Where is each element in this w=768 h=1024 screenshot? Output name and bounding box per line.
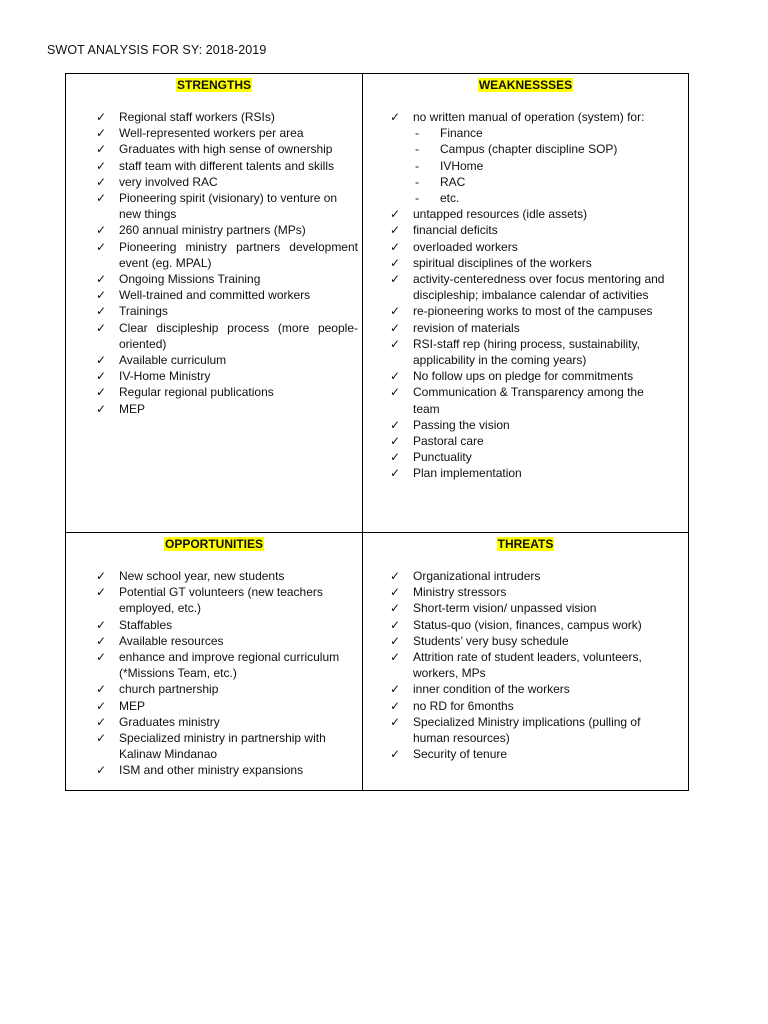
check-icon: ✓ xyxy=(390,466,401,481)
dash-icon: - xyxy=(415,191,419,206)
list-item: ✓ Well-represented workers per area xyxy=(96,126,304,141)
sub-list-item: - Campus (chapter discipline SOP) xyxy=(415,142,618,157)
strengths-list xyxy=(96,109,358,417)
check-icon: ✓ xyxy=(96,569,107,583)
list-item: ✓ RSI-staff rep (hiring process, sustainability, applicability in the coming years) xyxy=(390,336,640,368)
sub-list-item: - etc. xyxy=(415,191,460,206)
sub-list-item: - IVHome xyxy=(415,158,484,173)
list-item: ✓ ISM and other ministry expansions xyxy=(96,763,304,778)
dash-icon: - xyxy=(415,174,419,189)
check-icon: ✓ xyxy=(390,585,401,600)
sub-list-item: - Finance xyxy=(415,126,483,141)
list-item: ✓ Specialized Ministry implications (pulling of human resources) xyxy=(390,714,641,746)
dash-icon: - xyxy=(415,158,419,173)
weaknesses-heading: WEAKNESSSES xyxy=(478,78,573,92)
list-item: ✓ no RD for 6months xyxy=(390,698,514,713)
strengths-heading: STRENGTHS xyxy=(176,78,251,92)
opportunities-heading: OPPORTUNITIES xyxy=(164,537,263,551)
document-title: SWOT ANALYSIS FOR SY: 2018-2019 xyxy=(47,43,267,57)
check-icon: ✓ xyxy=(390,207,401,222)
check-icon: ✓ xyxy=(96,158,107,173)
list-item: ✓ financial deficits xyxy=(390,223,498,238)
list-item: ✓ Pioneering ministry partners development event (eg. MPAL) xyxy=(96,239,358,270)
list-item: ✓ Regular regional publications xyxy=(96,385,274,400)
check-icon: ✓ xyxy=(96,401,107,416)
check-icon: ✓ xyxy=(390,434,401,449)
threats-quadrant xyxy=(363,533,688,790)
list-item: ✓ overloaded workers xyxy=(390,239,518,254)
check-icon: ✓ xyxy=(96,682,107,697)
check-icon: ✓ xyxy=(96,633,107,648)
list-item: ✓ Plan implementation xyxy=(390,466,522,481)
check-icon: ✓ xyxy=(96,223,107,238)
check-icon: ✓ xyxy=(390,682,401,697)
weaknesses-heading-row xyxy=(363,74,688,96)
check-icon: ✓ xyxy=(390,747,401,762)
check-icon: ✓ xyxy=(96,369,107,384)
check-icon: ✓ xyxy=(96,191,107,206)
check-icon: ✓ xyxy=(96,731,107,746)
list-item: ✓ Available curriculum xyxy=(96,353,227,368)
check-icon: ✓ xyxy=(96,142,107,157)
list-item: ✓ 260 annual ministry partners (MPs) xyxy=(96,223,306,238)
strengths-heading-row xyxy=(66,74,362,96)
list-item: ✓ spiritual disciplines of the workers xyxy=(390,255,592,270)
check-icon: ✓ xyxy=(96,714,107,729)
list-item: ✓ church partnership xyxy=(96,682,219,697)
list-item: ✓ activity-centeredness over focus mentoring and discipleship; imbalance calendar of activities xyxy=(390,272,665,303)
list-item: ✓ Well-trained and committed workers xyxy=(96,288,311,303)
list-item: ✓ Pastoral care xyxy=(390,434,484,449)
strengths-quadrant xyxy=(66,74,363,533)
list-item: ✓ Staffables xyxy=(96,617,173,632)
list-item: ✓ Clear discipleship process (more people-oriented) xyxy=(96,320,358,351)
list-item: ✓ Punctuality xyxy=(390,450,472,465)
list-item: ✓ Ongoing Missions Training xyxy=(96,272,261,287)
swot-table xyxy=(65,73,689,791)
list-item: ✓ Trainings xyxy=(96,304,168,319)
check-icon: ✓ xyxy=(390,385,401,400)
list-item: ✓ Potential GT volunteers (new teachers employed, etc.) xyxy=(96,585,323,616)
check-icon: ✓ xyxy=(96,126,107,141)
check-icon: ✓ xyxy=(390,650,401,665)
threats-list xyxy=(390,568,672,762)
dash-icon: - xyxy=(415,126,419,141)
weaknesses-list xyxy=(390,109,672,482)
list-item: ✓ Short-term vision/ unpassed vision xyxy=(390,601,597,616)
opportunities-quadrant xyxy=(66,533,363,790)
list-item: ✓ very involved RAC xyxy=(96,174,218,189)
check-icon: ✓ xyxy=(390,272,401,287)
list-item: ✓ IV-Home Ministry xyxy=(96,369,211,384)
weaknesses-quadrant xyxy=(363,74,688,533)
check-icon: ✓ xyxy=(96,585,107,600)
check-icon: ✓ xyxy=(96,174,107,189)
check-icon: ✓ xyxy=(390,417,401,432)
list-item: ✓ Attrition rate of student leaders, volunteers, workers, MPs xyxy=(390,650,642,681)
check-icon: ✓ xyxy=(390,369,401,384)
check-icon: ✓ xyxy=(96,110,107,124)
list-item: ✓ Status-quo (vision, finances, campus work) xyxy=(390,617,642,632)
threats-heading: THREATS xyxy=(497,537,554,551)
list-item: ✓ staff team with different talents and skills xyxy=(96,158,334,173)
list-item: ✓ Security of tenure xyxy=(390,747,508,762)
check-icon: ✓ xyxy=(390,601,401,616)
check-icon: ✓ xyxy=(96,698,107,713)
list-item: ✓ Regional staff workers (RSIs) xyxy=(96,110,275,124)
list-item: ✓ Pioneering spirit (visionary) to venture on new things xyxy=(96,191,338,222)
check-icon: ✓ xyxy=(390,714,401,729)
list-item: ✓ No follow ups on pledge for commitments xyxy=(390,369,634,384)
dash-icon: - xyxy=(415,142,419,157)
list-item: ✓ revision of materials xyxy=(390,320,520,335)
list-item: ✓ New school year, new students xyxy=(96,569,285,583)
check-icon: ✓ xyxy=(96,763,107,778)
list-item: ✓ untapped resources (idle assets) xyxy=(390,207,588,222)
list-item: ✓ Communication & Transparency among the team xyxy=(390,385,644,416)
check-icon: ✓ xyxy=(390,617,401,632)
check-icon: ✓ xyxy=(390,223,401,238)
list-item: ✓ no written manual of operation (system) for: xyxy=(390,110,645,124)
list-item: ✓ Available resources xyxy=(96,633,224,648)
check-icon: ✓ xyxy=(96,320,107,335)
check-icon: ✓ xyxy=(390,698,401,713)
list-item: ✓ MEP xyxy=(96,401,146,416)
list-item: ✓ Organizational intruders xyxy=(390,569,541,583)
threats-heading-row xyxy=(363,533,688,555)
list-item: ✓ Ministry stressors xyxy=(390,585,507,600)
list-item: ✓ MEP xyxy=(96,698,146,713)
check-icon: ✓ xyxy=(96,385,107,400)
check-icon: ✓ xyxy=(390,110,401,124)
list-item: ✓ Graduates ministry xyxy=(96,714,220,729)
check-icon: ✓ xyxy=(390,450,401,465)
list-item: ✓ enhance and improve regional curriculum (*Missions Team, etc.) xyxy=(96,650,340,681)
check-icon: ✓ xyxy=(96,304,107,319)
check-icon: ✓ xyxy=(390,336,401,351)
check-icon: ✓ xyxy=(390,320,401,335)
check-icon: ✓ xyxy=(96,650,107,665)
check-icon: ✓ xyxy=(96,617,107,632)
list-item: ✓ re-pioneering works to most of the campuses xyxy=(390,304,653,319)
check-icon: ✓ xyxy=(390,569,401,583)
sub-list-item: - RAC xyxy=(415,174,466,189)
check-icon: ✓ xyxy=(96,239,107,254)
check-icon: ✓ xyxy=(96,353,107,368)
check-icon: ✓ xyxy=(390,239,401,254)
list-item: ✓ Specialized ministry in partnership with Kalinaw Mindanao xyxy=(96,731,326,762)
list-item: ✓ Passing the vision xyxy=(390,417,510,432)
list-item: ✓ Students’ very busy schedule xyxy=(390,633,569,648)
check-icon: ✓ xyxy=(96,288,107,303)
check-icon: ✓ xyxy=(96,272,107,287)
opportunities-heading-row xyxy=(66,533,362,555)
list-item: ✓ Graduates with high sense of ownership xyxy=(96,142,333,157)
check-icon: ✓ xyxy=(390,633,401,648)
list-item: ✓ inner condition of the workers xyxy=(390,682,570,697)
opportunities-list xyxy=(96,568,358,779)
check-icon: ✓ xyxy=(390,255,401,270)
check-icon: ✓ xyxy=(390,304,401,319)
